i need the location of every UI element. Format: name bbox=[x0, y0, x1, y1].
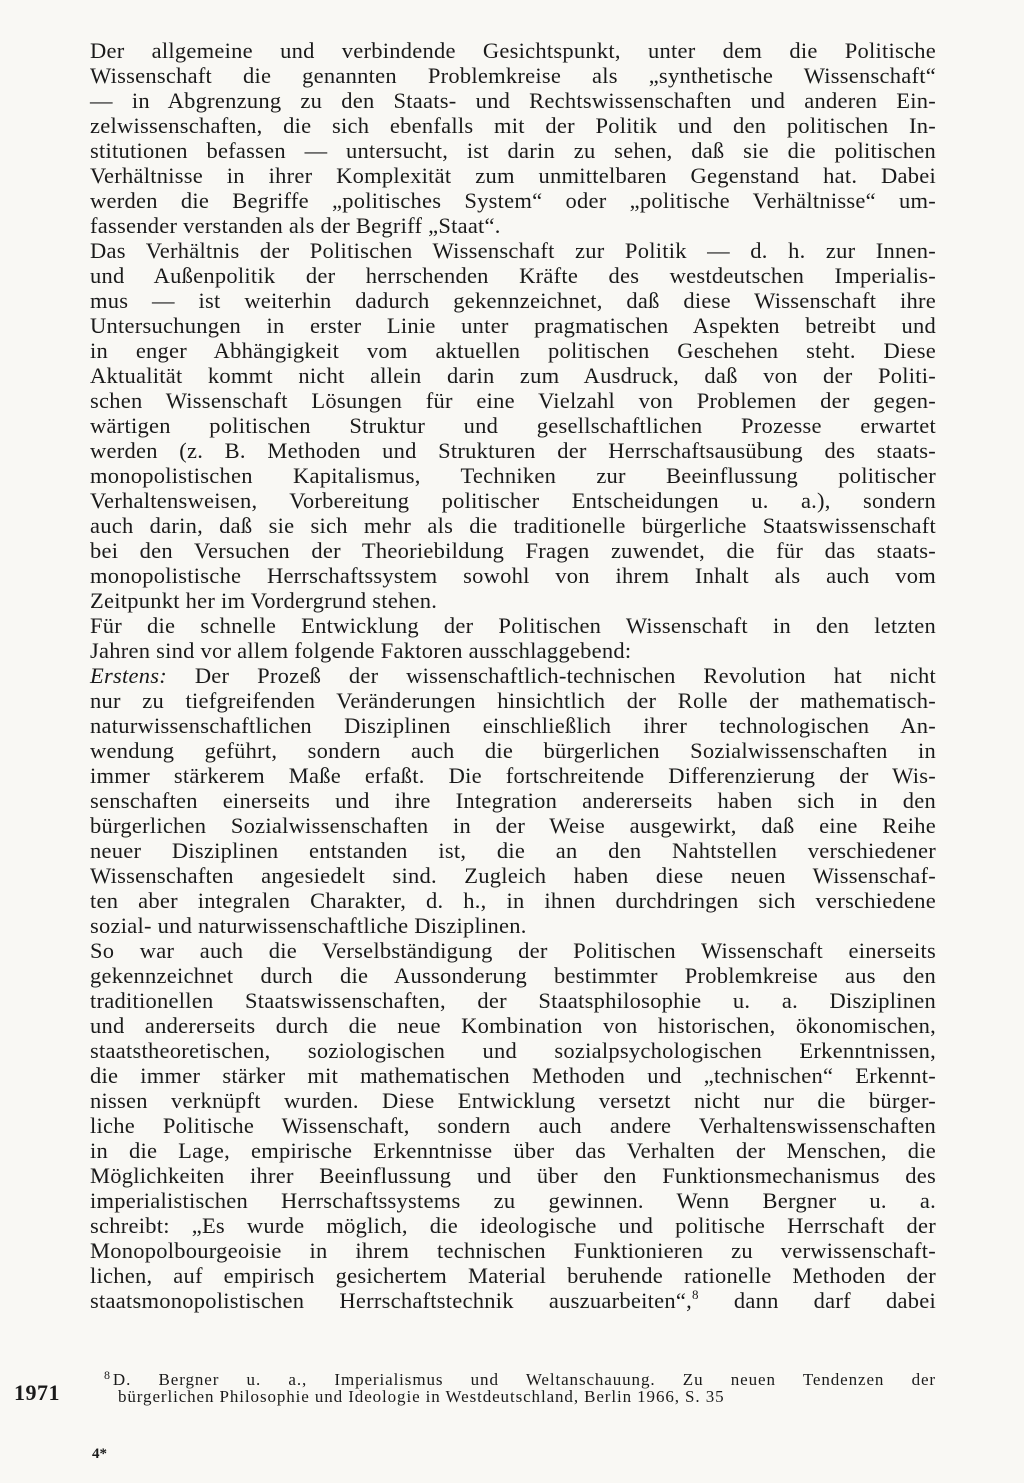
text-line: Möglichkeiten ihrer Beeinflussung und über den Funktionsmechanismus des bbox=[90, 1163, 936, 1188]
text-line: Verhältnisse in ihrer Komplexität zum unmittelbaren Gegenstand hat. Dabei bbox=[90, 163, 936, 188]
footnote-line bbox=[104, 1364, 936, 1389]
text-line: Zeitpunkt her im Vordergrund stehen. bbox=[90, 588, 438, 613]
text-line: schen Wissenschaft Lösungen für eine Vielzahl von Problemen der gegen- bbox=[90, 388, 936, 413]
text-line: Das Verhältnis der Politischen Wissenschaft zur Politik — d. h. zur Innen- bbox=[90, 238, 936, 263]
text-line: naturwissenschaftlichen Disziplinen einschließlich ihrer technologischen An- bbox=[90, 713, 936, 738]
text-line: traditionellen Staatswissenschaften, der Staatsphilosophie u. a. Disziplinen bbox=[90, 988, 936, 1013]
text-line: wärtigen politischen Struktur und gesellschaftlichen Prozesse erwartet bbox=[90, 413, 936, 438]
signature-mark: 4* bbox=[92, 1446, 107, 1462]
text-line: Für die schnelle Entwicklung der Politischen Wissenschaft in den letzten bbox=[90, 613, 936, 638]
text-line: die immer stärker mit mathematischen Methoden und „technischen“ Erkennt- bbox=[90, 1063, 936, 1088]
text-line bbox=[90, 1288, 936, 1313]
text-line-body: staatsmonopolistischen Herrschaftstechnik auszuarbeiten“, bbox=[90, 1288, 692, 1313]
text-line: bürgerlichen Sozialwissenschaften in der Weise ausgewirkt, daß eine Reihe bbox=[90, 813, 936, 838]
text-line: Der allgemeine und verbindende Gesichtspunkt, unter dem die Politische bbox=[90, 38, 936, 63]
footnote-line: bürgerlichen Philosophie und Ideologie in Westdeutschland, Berlin 1966, S. 35 bbox=[118, 1387, 725, 1406]
text-line: werden (z. B. Methoden und Strukturen der Herrschaftsausübung des staats- bbox=[90, 438, 936, 463]
emphasis-word: Erstens: bbox=[90, 663, 167, 688]
text-line: fassender verstanden als der Begriff „Staat“. bbox=[90, 213, 501, 238]
text-line: sozial- und naturwissenschaftliche Disziplinen. bbox=[90, 913, 527, 938]
text-line: mus — ist weiterhin dadurch gekennzeichnet, daß diese Wissenschaft ihre bbox=[90, 288, 936, 313]
text-line: schreibt: „Es wurde möglich, die ideologische und politische Herrschaft der bbox=[90, 1213, 936, 1238]
text-line: auch darin, daß sie sich mehr als die traditionelle bürgerliche Staatswissenschaft bbox=[90, 513, 936, 538]
text-line: senschaften einerseits und ihre Integration andererseits haben sich in den bbox=[90, 788, 936, 813]
text-line: nur zu tiefgreifenden Veränderungen hinsichtlich der Rolle der mathematisch- bbox=[90, 688, 936, 713]
text-line-tail: dann darf dabei bbox=[733, 1288, 937, 1313]
text-line bbox=[90, 663, 936, 688]
text-line: Aktualität kommt nicht allein darin zum Ausdruck, daß von der Politi- bbox=[90, 363, 936, 388]
footnote-text: D. Bergner u. a., Imperialismus und Weltanschauung. Zu neuen Tendenzen der bbox=[112, 1370, 936, 1389]
text-line: in enger Abhängigkeit vom aktuellen politischen Geschehen steht. Diese bbox=[90, 338, 936, 363]
text-line: Wissenschaft die genannten Problemkreise als „synthetische Wissenschaft“ bbox=[90, 63, 936, 88]
main-text bbox=[90, 38, 936, 1313]
text-line: zelwissenschaften, die sich ebenfalls mit der Politik und den politischen In- bbox=[90, 113, 936, 138]
text-line: imperialistischen Herrschaftssystems zu gewinnen. Wenn Bergner u. a. bbox=[90, 1188, 936, 1213]
footnote-reference: 8 bbox=[691, 1287, 699, 1302]
text-line: monopolistischen Kapitalismus, Techniken zur Beeinflussung politischer bbox=[90, 463, 936, 488]
text-line: neuer Disziplinen entstanden ist, die an den Nahtstellen verschiedener bbox=[90, 838, 936, 863]
text-line: wendung geführt, sondern auch die bürgerlichen Sozialwissenschaften in bbox=[90, 738, 936, 763]
text-line: bei den Versuchen der Theoriebildung Fragen zuwendet, die für das staats- bbox=[90, 538, 936, 563]
text-line: werden die Begriffe „politisches System“ oder „politische Verhältnisse“ um- bbox=[90, 188, 936, 213]
text-line: immer stärkerem Maße erfaßt. Die fortschreitende Differenzierung der Wis- bbox=[90, 763, 936, 788]
margin-year: 1971 bbox=[14, 1380, 60, 1405]
text-line: staatstheoretischen, soziologischen und sozialpsychologischen Erkenntnissen, bbox=[90, 1038, 936, 1063]
text-line: lichen, auf empirisch gesichertem Material beruhende rationelle Methoden der bbox=[90, 1263, 936, 1288]
text-line: Wissenschaften angesiedelt sind. Zugleich haben diese neuen Wissenschaf- bbox=[90, 863, 936, 888]
text-line: nissen verknüpft wurden. Diese Entwicklung versetzt nicht nur die bürger- bbox=[90, 1088, 936, 1113]
text-line: und andererseits durch die neue Kombination von historischen, ökonomischen, bbox=[90, 1013, 936, 1038]
footnote-number: 8 bbox=[104, 1368, 111, 1382]
text-line: in die Lage, empirische Erkenntnisse über das Verhalten der Menschen, die bbox=[90, 1138, 936, 1163]
text-line: monopolistische Herrschaftssystem sowohl von ihrem Inhalt als auch vom bbox=[90, 563, 936, 588]
text-line: Verhaltensweisen, Vorbereitung politischer Entscheidungen u. a.), sondern bbox=[90, 488, 936, 513]
text-line: — in Abgrenzung zu den Staats- und Rechtswissenschaften und anderen Ein- bbox=[90, 88, 936, 113]
text-line: Jahren sind vor allem folgende Faktoren ausschlaggebend: bbox=[90, 638, 632, 663]
text-line-body: Der Prozeß der wissenschaftlich-technischen Revolution hat nicht bbox=[194, 663, 936, 688]
text-line: So war auch die Verselbständigung der Politischen Wissenschaft einerseits bbox=[90, 938, 936, 963]
text-line: Monopolbourgeoisie in ihrem technischen Funktionieren zu verwissenschaft- bbox=[90, 1238, 936, 1263]
text-line: stitutionen befassen — untersucht, ist darin zu sehen, daß sie die politischen bbox=[90, 138, 936, 163]
text-line: ten aber integralen Charakter, d. h., in ihnen durchdringen sich verschiedene bbox=[90, 888, 936, 913]
footnote bbox=[104, 1364, 936, 1408]
text-line: und Außenpolitik der herrschenden Kräfte des westdeutschen Imperialis- bbox=[90, 263, 936, 288]
text-line: gekennzeichnet durch die Aussonderung bestimmter Problemkreise aus den bbox=[90, 963, 936, 988]
text-line: Untersuchungen in erster Linie unter pragmatischen Aspekten betreibt und bbox=[90, 313, 936, 338]
text-line: liche Politische Wissenschaft, sondern auch andere Verhaltenswissenschaften bbox=[90, 1113, 936, 1138]
